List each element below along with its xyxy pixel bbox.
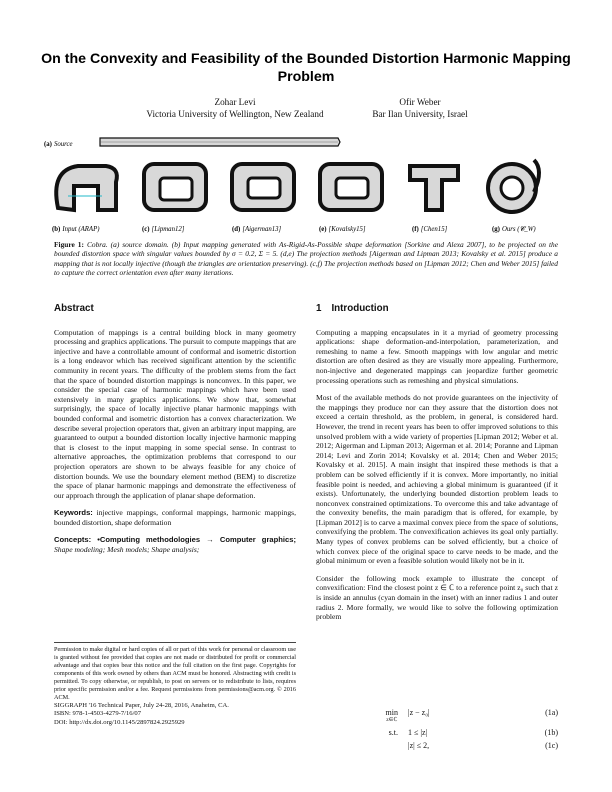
paper-title: On the Convexity and Feasibility of the Bounded Distortion Harmonic Mapping Problem [41, 51, 571, 85]
caption-text: Cobra. (a) source domain. (b) Input mapping generated with As-Rigid-As-Possible shape deformation [Sorkine and Alexa 2007], to be projected on the bounded distortion space with singular values bounded by σ = 0.2, Σ = 5. (d,e) The projection methods [Aigerman and Lipman 2013; Kovalsky et al. 2015] produce a mapping that is not locally injective (though the triangles are orientation preserving). (c,f) The projection methods based on [Lipman 2012; Chen and Weber 2015] failed to capture the correct orientation even after many iterations. [54, 240, 558, 278]
author-block-2 [350, 96, 490, 120]
intro-paragraph: Most of the available methods do not provide guarantees on the injectivity of the mappings they produce nor can they assure that the distortion does not exceed a certain threshold, as the problem, in general, is considered hard. However, the trend in recent years has been to offer improved solutions to this unsolved problem with a wide variety of properties [Lipman 2012; Weber et al. 2012; Aigerman and Lipman 2013; Aigerman et al. 2014; Poranne and Lipman 2014; Levi and Zorin 2014; Kovalsky et al. 2014; Chen and Weber 2015; Kovalsky et al. 2015]. A main insight that inspired these methods is that a problem can be solved efficiently if it is convex. More importantly, no initial feasible point is needed, and achieving a global minimum is guaranteed (if it exists). Unfortunately, the underlying bounded distortion problem leads to nonconvex constrained optimizations. To overcome this and take advantage of the convexity benefits, the main paradigm that is offered, for example, by [Lipman 2012] is to carve a maximal convex piece from the space of solutions, convexifying the problem. The convexification achieves its goal only partially. Many types of convex problems can be solved efficiently, but a choice of which convex piece of the original space to carve needs to be made, and the global minimum or even a feasible solution would likely not be in it. [316, 393, 558, 566]
equation-lhs: s.t. [388, 728, 398, 737]
abstract-text: Computation of mappings is a central building block in many geometry processing and graphics applications. The pursuit to compute mappings that are injective and have a controllable amount of conformal and isometric distortion is a long endeavor which has received significant attention by the scientific community in recent years. The difficulty of the problem stems from the fact that the space of bounded distortion mappings is nonconvex. In this paper, we consider the special case of harmonic mappings which have been used extensively in many graphics applications. We show that, somewhat surprisingly, the space of locally injective planar harmonic mappings with bounded conformal and isometric distortion has a convex characterization. We describe several projection operators that, given an arbitrary input mapping, are guaranteed to output a bounded distortion locally injective harmonic mapping that is closest to the input mapping in some special sense. In contrast to alternative approaches, the optimization problems that correspond to our projection operators are shown to be always feasible for any choice of distortion bounds. We use the boundary element method (BEM) to discretize the space of planar harmonic mappings and demonstrate the effectiveness of our approach through the application of planar shape deformation. [54, 327, 296, 500]
equation-row [316, 741, 558, 753]
copyright-footnote [54, 642, 296, 727]
intro-paragraph: Consider the following mock example to illustrate the concept of convexification: Find the closest point z ∈ ℂ to a reference point z₀ such that z is inside an annulus (cyan domain in the inset) with an inner radius 1 and outer radius 2. More formally, we would like to solve the following optimization problem [316, 573, 558, 622]
cobra-shape-f [410, 166, 458, 210]
isbn-text: ISBN: 978-1-4503-4279-7/16/07 [54, 710, 141, 718]
equation-rhs: |z − z₀| [408, 708, 430, 717]
cobra-shape-d [232, 164, 294, 210]
panel-b-label: (b) Input (ARAP) [52, 226, 100, 233]
equation-tag: (1c) [545, 741, 558, 750]
venue-text: SIGGRAPH '16 Technical Paper, July 24-28, 2016, Anaheim, CA. [54, 702, 229, 709]
section-number: 1 [316, 303, 322, 314]
author-affiliation: Bar Ilan University, Israel [372, 109, 468, 119]
keywords-text: injective mappings, conformal mappings, harmonic mappings, bounded distortion, shape deformation [54, 508, 296, 527]
figure-caption [54, 240, 558, 278]
author-name: Ofir Weber [399, 97, 441, 107]
ccs-concepts [54, 535, 296, 554]
doi-link[interactable]: DOI: http://dx.doi.org/10.1145/2897824.2925929 [54, 718, 185, 726]
concepts-label: Concepts: •Computing methodologies → Computer graphics; [54, 535, 296, 545]
author-block-1 [140, 96, 330, 120]
concepts-text: Shape modeling; Mesh models; Shape analysis; [54, 545, 200, 555]
cobra-shape-g [488, 160, 539, 212]
equation-tag: (1b) [544, 728, 558, 737]
author-name: Zohar Levi [214, 97, 256, 107]
panel-letter: (a) [44, 141, 52, 148]
teaser-figure [38, 130, 578, 240]
keywords-label: Keywords: [54, 508, 93, 518]
cobra-shape-c [144, 164, 206, 210]
equation-rhs: |z| ≤ 2, [408, 741, 430, 750]
abstract-heading: Abstract [54, 303, 94, 314]
right-column [316, 304, 558, 630]
equation-tag: (1a) [545, 708, 558, 717]
cobra-figure-svg [38, 130, 578, 240]
panel-f-label: (f) [Chen15] [412, 226, 448, 233]
equation-lhs: min z∈ℂ [385, 708, 398, 723]
panel-d-label: (d) [Aigerman13] [232, 226, 282, 233]
intro-paragraph: Computing a mapping encapsulates in it a myriad of geometry processing applications: shape deformation-and-interpolation, parameterization, and remeshing to name a few. Smooth mappings with low angular and metric distortion are often desired as they are visually more appealing. Furthermore, non-injective and degenerated mappings can jeopardize further geometric processing operations such as remeshing and physical simulations. [316, 327, 558, 385]
equation-row [316, 728, 558, 740]
panel-e-label: (e) [Kovalsky15] [319, 226, 366, 233]
panel-a-label [44, 141, 73, 148]
section-title: Introduction [331, 303, 389, 314]
cobra-shape-b [56, 166, 117, 210]
left-column [54, 304, 296, 563]
cobra-shape-e [320, 164, 382, 210]
intro-heading [316, 304, 558, 314]
panel-c-label: (c) [Lipman12] [142, 226, 185, 233]
equation-rhs: 1 ≤ |z| [408, 728, 428, 737]
author-affiliation: Victoria University of Wellington, New Zealand [146, 109, 324, 119]
permission-text: Permission to make digital or hard copies of all or part of this work for personal or classroom use is granted without fee provided that copies are not made or distributed for profit or commercial advantage and that copies bear this notice and the full citation on the first page. Copyrights for components of this work owned by others than ACM must be honored. Abstracting with credit is permitted. To copy otherwise, or republish, to post on servers or to redistribute to lists, requires prior specific permission and/or a fee. Request permissions from permissions@acm.org. © 2016 ACM. [54, 646, 296, 701]
panel-text: Source [53, 141, 73, 148]
keywords [54, 508, 296, 527]
panel-g-label: (g) Ours (𝓒_W) [492, 226, 536, 233]
equation-row [316, 708, 558, 723]
caption-label: Figure 1: [54, 240, 84, 249]
